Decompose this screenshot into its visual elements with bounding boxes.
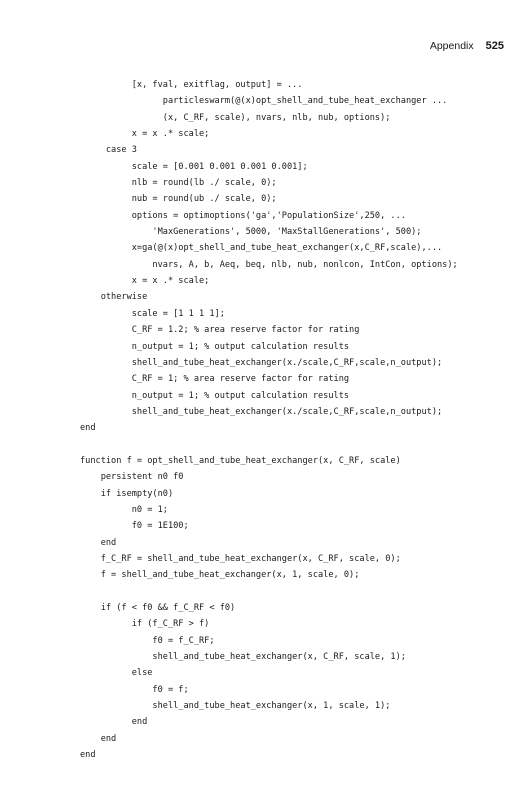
code-line: else [80,668,153,679]
code-line: x = x .* scale; [80,276,210,287]
code-line: x = x .* scale; [80,129,210,140]
code-line: 'MaxGenerations', 5000, 'MaxStallGenerations', 500); [80,227,422,238]
code-line: nlb = round(lb ./ scale, 0); [80,178,277,189]
code-line: f0 = f_C_RF; [80,635,215,646]
code-line: function f = opt_shell_and_tube_heat_exchanger(x, C_RF, scale) [80,455,401,466]
code-line: n_output = 1; % output calculation results [80,341,350,352]
code-line: otherwise [80,292,148,303]
code-line: C_RF = 1; % area reserve factor for rating [80,374,350,385]
code-line: scale = [1 1 1 1]; [80,308,225,319]
code-line: nub = round(ub ./ scale, 0); [80,194,277,205]
code-line: shell_and_tube_heat_exchanger(x./scale,C_RF,scale,n_output); [80,357,443,368]
code-line: [x, fval, exitflag, output] = ... [80,80,303,90]
code-listing [80,77,458,763]
code-line: end [80,717,148,728]
code-line: x=ga(@(x)opt_shell_and_tube_heat_exchanger(x,C_RF,scale),... [80,243,443,254]
code-line: n_output = 1; % output calculation results [80,390,350,401]
code-line: scale = [0.001 0.001 0.001 0.001]; [80,161,308,172]
code-line: shell_and_tube_heat_exchanger(x, C_RF, scale, 1); [80,652,406,663]
code-line: end [80,750,96,761]
code-line: C_RF = 1.2; % area reserve factor for rating [80,325,360,336]
code-line: if isempty(n0) [80,488,174,499]
section-title: Appendix [429,40,474,52]
code-line: shell_and_tube_heat_exchanger(x./scale,C_RF,scale,n_output); [80,406,443,417]
code-line: f = shell_and_tube_heat_exchanger(x, 1, scale, 0); [80,570,360,581]
code-line: options = optimoptions('ga','PopulationSize',250, ... [80,210,406,221]
code-line: f0 = 1E100; [80,521,189,532]
code-line: n0 = 1; [80,504,168,515]
code-line: persistent n0 f0 [80,472,184,483]
page-number: 525 [485,40,504,52]
code-line: f_C_RF = shell_and_tube_heat_exchanger(x, C_RF, scale, 0); [80,553,401,564]
code-line [80,437,458,453]
code-line: shell_and_tube_heat_exchanger(x, 1, scale, 1); [80,701,391,712]
code-line: end [80,423,96,434]
page-header [430,40,504,52]
code-line: end [80,733,117,744]
code-line: case 3 [80,145,137,156]
code-line: end [80,537,117,548]
code-line: (x, C_RF, scale), nvars, nlb, nub, options); [80,112,391,123]
code-line: f0 = f; [80,684,189,695]
code-line: if (f_C_RF > f) [80,619,210,630]
code-line: nvars, A, b, Aeq, beq, nlb, nub, nonlcon, IntCon, options); [80,259,458,270]
code-line: particleswarm(@(x)opt_shell_and_tube_heat_exchanger ... [80,96,448,107]
code-line: if (f < f0 && f_C_RF < f0) [80,603,236,613]
code-line [80,584,458,600]
